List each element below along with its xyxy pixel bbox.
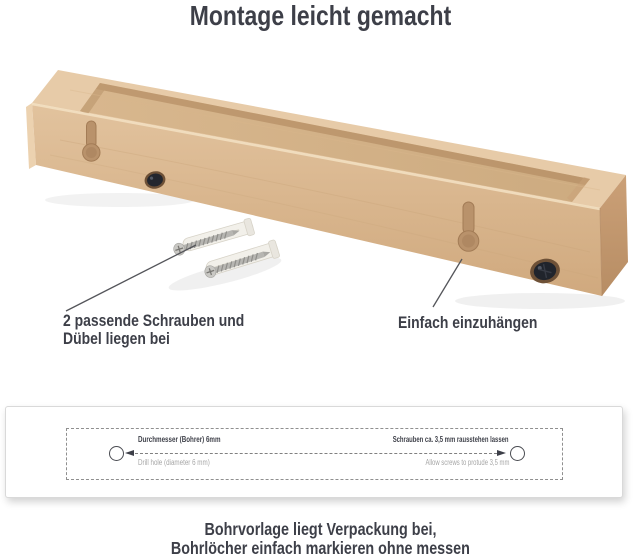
template-connector-line <box>135 453 497 454</box>
template-label-en-left: Drill hole (diameter 6 mm) <box>138 458 210 467</box>
drill-template-card <box>5 406 623 498</box>
template-label-en-right: Allow screws to protude 3,5 mm <box>425 458 509 467</box>
leader-line-screws <box>66 245 196 311</box>
hardware <box>167 218 284 297</box>
footer-line2: Bohrlöcher einfach markieren ohne messen <box>170 538 470 558</box>
drill-hole-marker-left <box>109 446 124 461</box>
page-title: Montage leicht gemacht <box>189 0 451 31</box>
arrow-left-icon <box>125 450 134 456</box>
drill-hole-marker-right <box>510 446 525 461</box>
template-label-de-right: Schrauben ca. 3,5 mm rausstehen lassen <box>393 435 509 444</box>
screws-note <box>63 312 284 348</box>
template-label-de-left: Durchmesser (Bohrer) 6mm <box>138 435 221 444</box>
footer-note <box>0 520 640 558</box>
hang-note: Einfach einzuhängen <box>398 313 538 332</box>
footer-line1: Bohrvorlage liegt Verpackung bei, <box>203 519 437 539</box>
screws-note-line1: 2 passende Schrauben und <box>63 311 245 330</box>
arrow-right-icon <box>497 450 506 456</box>
screws-note-line2: Dübel liegen bei <box>63 329 170 348</box>
wood-rail <box>26 70 628 309</box>
